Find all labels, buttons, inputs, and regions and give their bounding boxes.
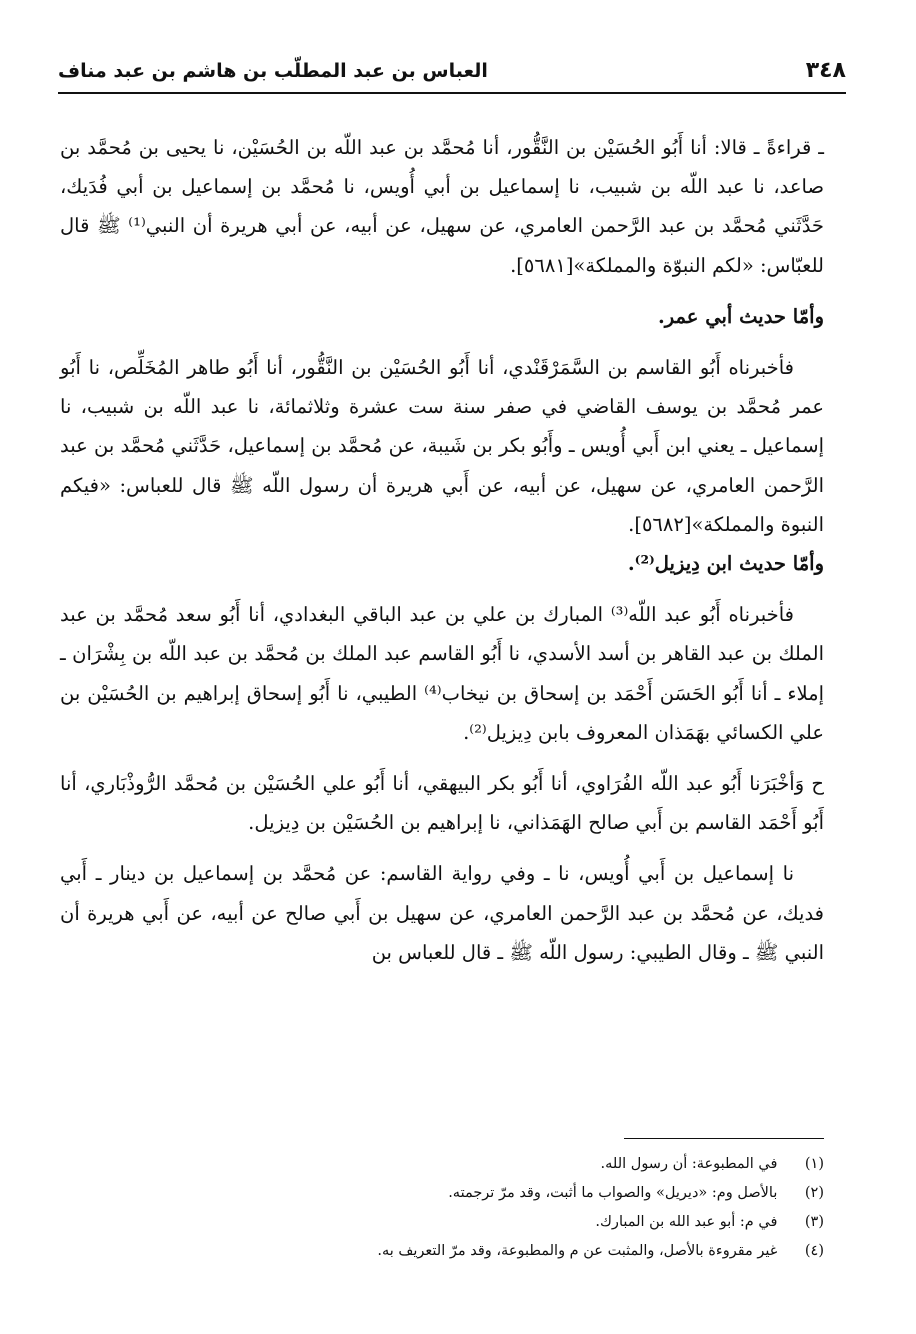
footnote <box>60 1179 824 1208</box>
footnote-number: (٣) <box>804 1214 824 1230</box>
footnote <box>60 1208 824 1237</box>
footnote-rule <box>624 1138 824 1139</box>
paragraph: نا إسماعيل بن أَبي أُويس، نا ـ وفي رواية القاسم: عن مُحمَّد بن إسماعيل بن دينار ـ أَبي فديك، عن مُحمَّد بن عبد الرَّحمن العامري، عن سهيل بن أَبي صالح عن أبيه، عن أَبي هريرة أن النبي ﷺ ـ وقال الطيبي: رسول اللّه ﷺ ـ قال للعباس بن <box>60 862 824 964</box>
section-heading: وأمّا حديث ابن دِيزيل⁽²⁾. <box>627 552 824 576</box>
footnote-text: غير مقروءة بالأصل، والمثبت عن م والمطبوعة، وقد مرّ التعريف به. <box>377 1243 778 1259</box>
paragraph: ـ قراءةً ـ قالا: أنا أَبُو الحُسَيْن بن النَّقُّور، أنا مُحمَّد بن عبد اللّه بن الحُسَيْن، نا يحيى بن مُحمَّد بن صاعد، نا عبد اللّه بن شبيب، نا إسماعيل بن أبي أُويس، نا مُحمَّد بن إسماعيل بن أبي فُدَيك، حَدَّثَني مُحمَّد بن عبد الرَّحمن العامري، عن سهيل، عن أبيه، عن أبي هريرة أن النبي⁽¹⁾ ﷺ قال للعبّاس: «لكم النبوّة والمملكة»[٥٦٨١]. <box>60 136 824 277</box>
paragraph: فأخبرناه أَبُو عبد اللّه⁽³⁾ المبارك بن علي بن عبد الباقي البغدادي، أنا أَبُو سعد مُحمَّد بن عبد الملك بن عبد القاهر بن أسد الأسدي، نا أَبُو القاسم عبد الملك بن مُحمَّد بن عبد اللّه بن بِشْرَان ـ إملاء ـ أنا أَبُو الحَسَن أَحْمَد بن إسحاق بن نيخاب⁽⁴⁾ الطيبي، نا أَبُو إسحاق إبراهيم بن الحُسَيْن بن علي الكسائي بهَمَذان المعروف بابن دِيزيل⁽²⁾. <box>60 603 825 744</box>
footnote <box>60 1150 824 1179</box>
footnote-text: بالأصل وم: «ديريل» والصواب ما أثبت، وقد مرّ ترجمته. <box>448 1185 778 1201</box>
footnotes <box>60 1150 824 1266</box>
footnote-text: في المطبوعة: أن رسول الله. <box>600 1156 778 1172</box>
footnote <box>60 1237 824 1266</box>
section-heading: وأمّا حديث أبي عمر. <box>657 304 824 328</box>
page-number: ٣٤٨ <box>805 58 846 83</box>
main-text <box>60 128 824 972</box>
footnote-number: (٢) <box>804 1185 824 1201</box>
footnote-text: في م: أبو عبد الله بن المبارك. <box>595 1214 778 1230</box>
paragraph: فأخبرناه أَبُو القاسم بن السَّمَرْقَنْدي، أنا أَبُو الحُسَيْن بن النَّقُّور، أنا أَبُو طاهر المُخَلِّص، نا أَبُو عمر مُحمَّد بن يوسف القاضي في صفر سنة ست عشرة وثلاثمائة، نا عبد اللّه بن شبيب، نا إسماعيل ـ يعني ابن أَبي أُويس ـ وأَبُو بكر بن شَيبة، عن مُحمَّد بن إسماعيل، حَدَّثَني مُحمَّد بن عبد الرَّحمن العامري، عن سهيل، عن أبيه، عن أَبي هريرة أن رسول اللّه ﷺ قال للعباس: «فيكم النبوة والمملكة»[٥٦٨٢]. <box>60 356 824 536</box>
running-title: العباس بن عبد المطلّب بن هاشم بن عبد مناف <box>58 60 488 82</box>
header-rule <box>58 92 846 94</box>
footnote-number: (٤) <box>804 1243 824 1259</box>
footnote-number: (١) <box>804 1156 824 1172</box>
page-header <box>58 52 846 92</box>
paragraph: ح وَأخْبَرَنا أَبُو عبد اللّه الفُرَاوي، أنا أَبُو بكر البيهقي، أنا أَبُو علي الحُسَيْن بن مُحمَّد الرُّوذْبَاري، أنا أَبُو أَحْمَد القاسم بن أَبي صالح الهَمَذاني، نا إبراهيم بن الحُسَيْن بن دِيزيل. <box>60 772 824 835</box>
